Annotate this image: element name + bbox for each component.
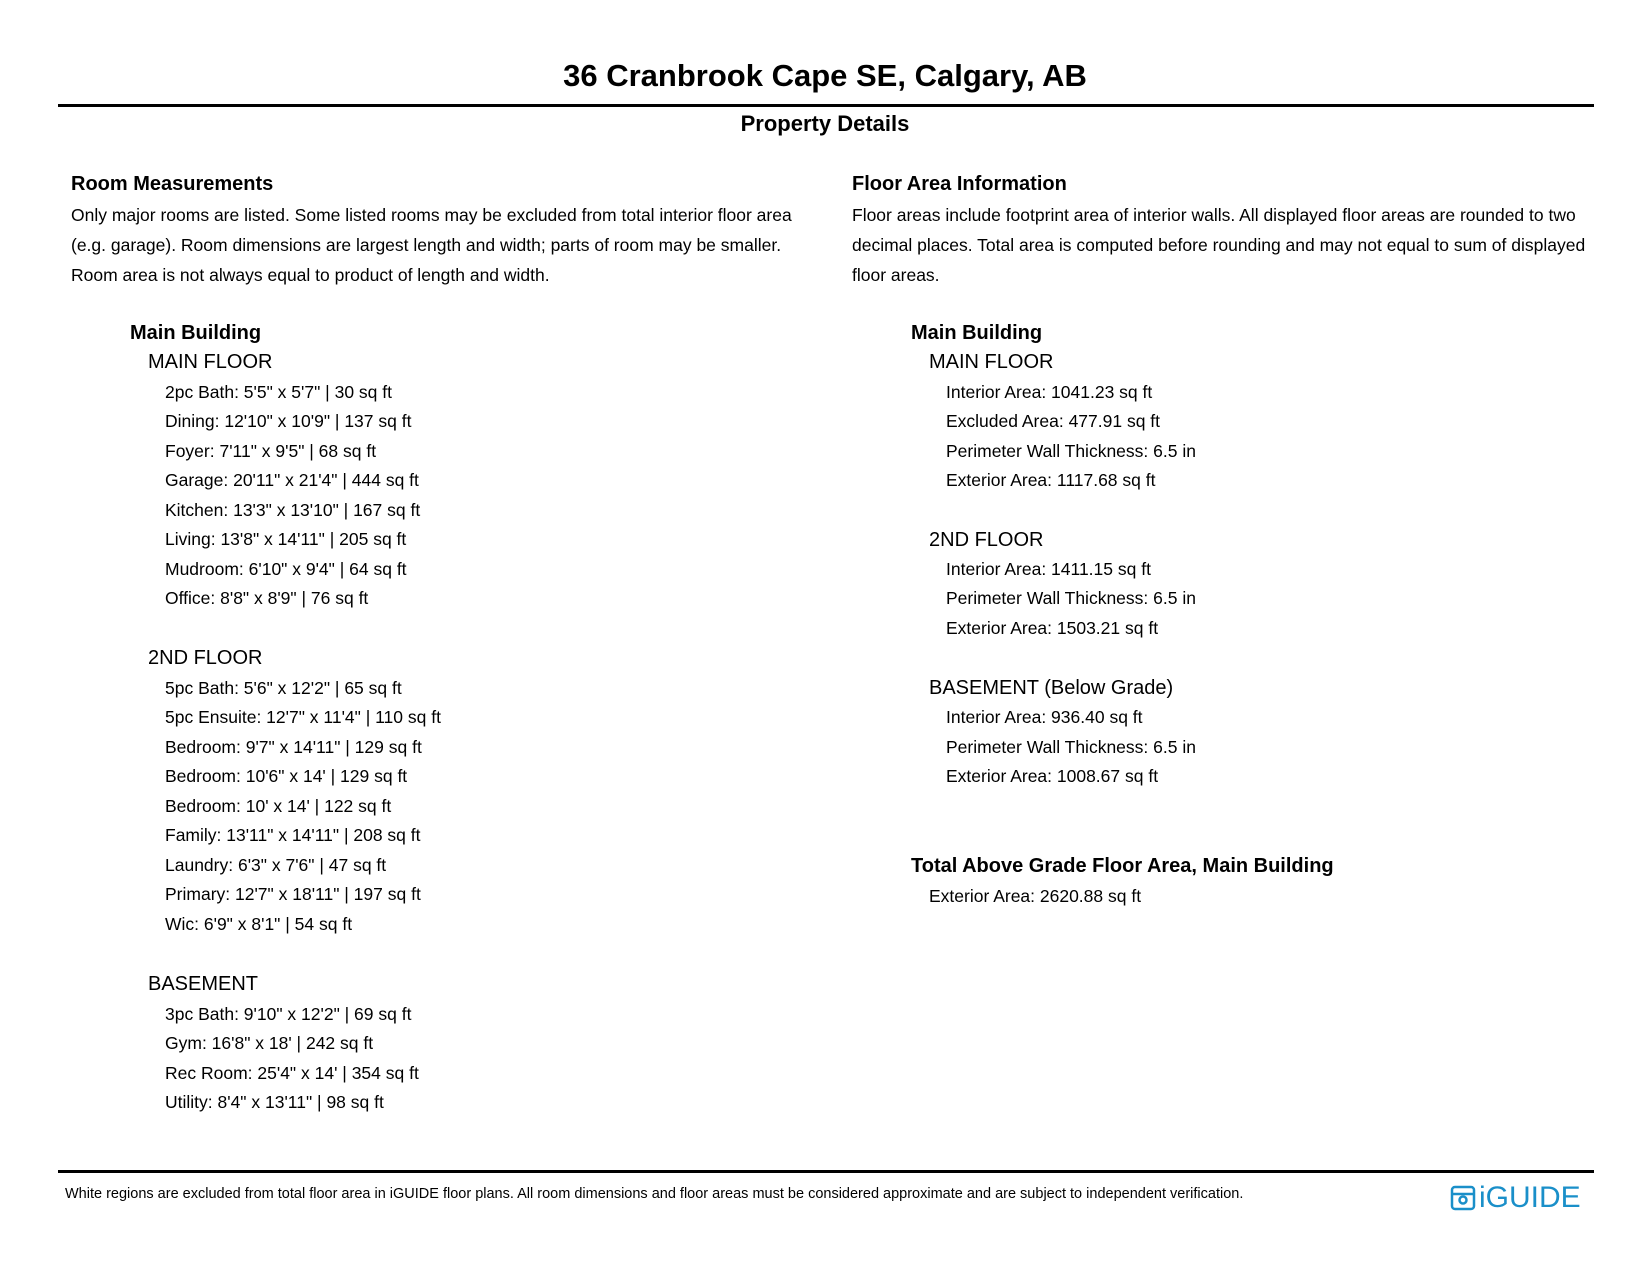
floor-area-description-line: Floor areas include footprint area of interior walls. All displayed floor areas are rounded to two: [852, 205, 1576, 225]
room-measurements-description-line: Room area is not always equal to product of length and width.: [71, 265, 550, 285]
floor-area-description-line: decimal places. Total area is computed before rounding and may not equal to sum of displayed: [852, 235, 1586, 255]
room-item: Primary: 12'7" x 18'11" | 197 sq ft: [165, 884, 421, 904]
floor-heading-2nd: 2ND FLOOR: [148, 647, 263, 669]
room-item: Wic: 6'9" x 8'1" | 54 sq ft: [165, 914, 353, 934]
floor-heading-main: MAIN FLOOR: [148, 351, 273, 373]
floor-heading-basement: BASEMENT (Below Grade): [929, 677, 1174, 699]
building-heading: Main Building: [130, 322, 262, 344]
room-item: Kitchen: 13'3" x 13'10" | 167 sq ft: [165, 500, 421, 520]
room-item: Office: 8'8" x 8'9" | 76 sq ft: [165, 588, 369, 608]
room-measurements-heading: Room Measurements: [71, 173, 274, 195]
area-item: Excluded Area: 477.91 sq ft: [946, 411, 1161, 431]
room-measurements-description-line: (e.g. garage). Room dimensions are largest length and width; parts of room may be smaller.: [71, 235, 782, 255]
room-item: Garage: 20'11" x 21'4" | 444 sq ft: [165, 470, 419, 490]
area-item: Perimeter Wall Thickness: 6.5 in: [946, 441, 1196, 461]
floor-area-description-line: floor areas.: [852, 265, 940, 285]
room-item: Laundry: 6'3" x 7'6" | 47 sq ft: [165, 855, 387, 875]
page-subtitle: Property Details: [740, 111, 910, 136]
footer-divider: [58, 1170, 1594, 1173]
room-item: Living: 13'8" x 14'11" | 205 sq ft: [165, 529, 407, 549]
area-item: Exterior Area: 1008.67 sq ft: [946, 766, 1159, 786]
room-item: 5pc Ensuite: 12'7" x 11'4" | 110 sq ft: [165, 707, 441, 727]
room-item: Rec Room: 25'4" x 14' | 354 sq ft: [165, 1063, 419, 1083]
room-item: 5pc Bath: 5'6" x 12'2" | 65 sq ft: [165, 678, 402, 698]
room-item: Bedroom: 10' x 14' | 122 sq ft: [165, 796, 392, 816]
header-divider: [58, 104, 1594, 107]
page-title: 36 Cranbrook Cape SE, Calgary, AB: [563, 58, 1087, 93]
area-item: Exterior Area: 1117.68 sq ft: [946, 470, 1156, 490]
total-area-heading: Total Above Grade Floor Area, Main Building: [911, 855, 1334, 877]
area-item: Perimeter Wall Thickness: 6.5 in: [946, 737, 1196, 757]
building-heading: Main Building: [911, 322, 1043, 344]
room-item: Foyer: 7'11" x 9'5" | 68 sq ft: [165, 441, 377, 461]
room-item: Dining: 12'10" x 10'9" | 137 sq ft: [165, 411, 412, 431]
floor-heading-2nd: 2ND FLOOR: [929, 529, 1044, 551]
area-item: Interior Area: 1411.15 sq ft: [946, 559, 1151, 579]
area-item: Exterior Area: 1503.21 sq ft: [946, 618, 1159, 638]
room-item: Utility: 8'4" x 13'11" | 98 sq ft: [165, 1092, 384, 1112]
room-item: Family: 13'11" x 14'11" | 208 sq ft: [165, 825, 421, 845]
area-item: Interior Area: 936.40 sq ft: [946, 707, 1143, 727]
iguide-logo: [1450, 1182, 1585, 1214]
room-item: Bedroom: 10'6" x 14' | 129 sq ft: [165, 766, 408, 786]
room-item: 3pc Bath: 9'10" x 12'2" | 69 sq ft: [165, 1004, 412, 1024]
floor-heading-main: MAIN FLOOR: [929, 351, 1054, 373]
area-item: Perimeter Wall Thickness: 6.5 in: [946, 588, 1196, 608]
total-area-item: Exterior Area: 2620.88 sq ft: [929, 886, 1142, 906]
room-item: Mudroom: 6'10" x 9'4" | 64 sq ft: [165, 559, 407, 579]
floor-area-heading: Floor Area Information: [852, 173, 1067, 195]
room-item: Bedroom: 9'7" x 14'11" | 129 sq ft: [165, 737, 422, 757]
room-item: 2pc Bath: 5'5" x 5'7" | 30 sq ft: [165, 382, 392, 402]
floor-heading-basement: BASEMENT: [148, 973, 259, 995]
footer-disclaimer: White regions are excluded from total floor area in iGUIDE floor plans. All room dimensions and floor areas must be considered approximate and are subject to independent verification.: [65, 1186, 1244, 1202]
logo-wordmark: iGUIDE: [1479, 1181, 1581, 1214]
camera-icon: [1450, 1185, 1476, 1211]
room-measurements-description-line: Only major rooms are listed. Some listed rooms may be excluded from total interior floor area: [71, 205, 792, 225]
area-item: Interior Area: 1041.23 sq ft: [946, 382, 1153, 402]
room-item: Gym: 16'8" x 18' | 242 sq ft: [165, 1033, 374, 1053]
